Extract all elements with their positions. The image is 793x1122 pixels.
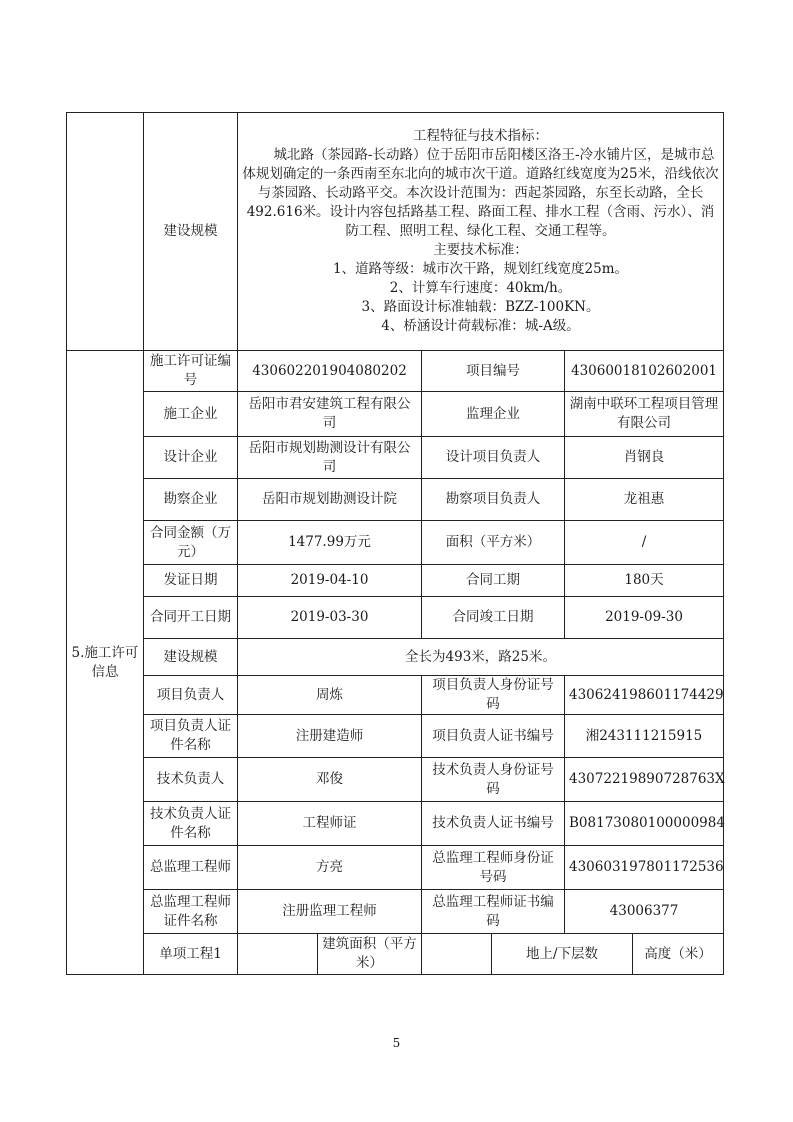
- field-label: 技术负责人证书编号: [422, 802, 565, 846]
- field-value: 2019-04-10: [238, 565, 422, 597]
- table-row: [67, 479, 724, 521]
- table-row: [67, 437, 724, 479]
- field-value: 湖南中联环工程项目管理有限公司: [565, 392, 724, 437]
- field-label: 项目编号: [422, 351, 565, 392]
- table-row: [67, 890, 724, 934]
- field-value: 2019-09-30: [565, 597, 724, 639]
- field-label: 设计项目负责人: [422, 437, 565, 479]
- field-value: /: [565, 521, 724, 565]
- field-value: 龙祖惠: [565, 479, 724, 521]
- table-row: [67, 597, 724, 639]
- scale-description: [238, 113, 724, 351]
- standard-item: 3、路面设计标准轴载：BZZ-100KN。: [361, 299, 600, 315]
- floors-label: 地上/下层数: [492, 934, 633, 975]
- field-label: 项目负责人证书编号: [422, 715, 565, 758]
- field-label: 总监理工程师证件名称: [144, 890, 238, 934]
- field-label: 发证日期: [144, 565, 238, 597]
- scale-heading: 工程特征与技术指标：: [413, 128, 548, 144]
- field-label: 面积（平方米）: [422, 521, 565, 565]
- field-label: 总监理工程师: [144, 846, 238, 890]
- field-value: 岳阳市规划勘测设计有限公司: [238, 437, 422, 479]
- table-row: [67, 758, 724, 802]
- table-row: [67, 715, 724, 758]
- scale-paragraph: 城北路（茶园路-长动路）位于岳阳市岳阳楼区洛王-冷水铺片区，是城市总体规划确定的一条西南至东北向的城市次干道。道路红线宽度为25米，沿线依次与茶园路、长动路平交。本次设计范围为：西起茶园路，东至长动路，全长492.616米。设计内容包括路基工程、路面工程、排水工程（含雨、污水）、消防工程、照明工程、绿化工程、交通工程等。: [242, 147, 719, 239]
- table-row: [67, 351, 724, 392]
- field-label: 总监理工程师身份证号码: [422, 846, 565, 890]
- standards-heading: 主要技术标准：: [433, 242, 528, 258]
- section-label: 5.施工许可信息: [67, 351, 144, 975]
- table-row: [67, 846, 724, 890]
- field-label: 合同工期: [422, 565, 565, 597]
- field-value: 1477.99万元: [238, 521, 422, 565]
- field-label: 设计企业: [144, 437, 238, 479]
- field-value: 肖钢良: [565, 437, 724, 479]
- scale-label: 建设规模: [144, 113, 238, 351]
- field-value: 430603197801172536: [565, 846, 724, 890]
- field-label: 监理企业: [422, 392, 565, 437]
- blank-cell: [306, 934, 318, 975]
- field-value: 430624198601174429: [565, 676, 724, 715]
- field-value: 注册建造师: [238, 715, 422, 758]
- table-row: [67, 392, 724, 437]
- building-area-label: 建筑面积（平方米）: [318, 934, 422, 975]
- table-row: [67, 565, 724, 597]
- field-label: 勘察企业: [144, 479, 238, 521]
- field-value: 周炼: [238, 676, 422, 715]
- field-value: 注册监理工程师: [238, 890, 422, 934]
- construction-scale-row: [67, 113, 724, 351]
- field-label: 项目负责人身份证号码: [422, 676, 565, 715]
- table-row: [67, 639, 724, 676]
- field-label: 项目负责人证件名称: [144, 715, 238, 758]
- field-label: 合同开工日期: [144, 597, 238, 639]
- field-value: 岳阳市君安建筑工程有限公司: [238, 392, 422, 437]
- field-label: 总监理工程师证书编码: [422, 890, 565, 934]
- field-value: 430602201904080202: [238, 351, 422, 392]
- single-project-row: [67, 934, 724, 975]
- field-value: 180天: [565, 565, 724, 597]
- standard-item: 4、桥涵设计荷载标准：城-A级。: [381, 318, 580, 334]
- table-row: [67, 521, 724, 565]
- field-label: 建设规模: [144, 639, 238, 676]
- field-label: 勘察项目负责人: [422, 479, 565, 521]
- field-label: 技术负责人身份证号码: [422, 758, 565, 802]
- field-label: 施工企业: [144, 392, 238, 437]
- single-project-label: 单项工程1: [144, 934, 238, 975]
- field-value: 邓俊: [238, 758, 422, 802]
- permit-table: [66, 112, 724, 975]
- field-label: 技术负责人: [144, 758, 238, 802]
- field-value: 工程师证: [238, 802, 422, 846]
- field-value: 湘243111215915: [565, 715, 724, 758]
- field-label: 施工许可证编号: [144, 351, 238, 392]
- standard-item: 2、计算车行速度：40km/h。: [389, 280, 572, 296]
- field-label: 项目负责人: [144, 676, 238, 715]
- height-label: 高度（米）: [633, 934, 724, 975]
- standard-item: 1、道路等级：城市次干路，规划红线宽度25m。: [332, 261, 629, 277]
- field-label: 技术负责人证件名称: [144, 802, 238, 846]
- field-value: 方亮: [238, 846, 422, 890]
- page-number: 5: [392, 1036, 401, 1050]
- field-value: 43006377: [565, 890, 724, 934]
- field-label: 合同竣工日期: [422, 597, 565, 639]
- table-row: [67, 676, 724, 715]
- blank-cell: [238, 934, 306, 975]
- field-value: 43060018102602001: [565, 351, 724, 392]
- blank-cell: [422, 934, 492, 975]
- field-value: B08173080100000984: [565, 802, 724, 846]
- field-value: 2019-03-30: [238, 597, 422, 639]
- field-value: 43072219890728763X: [565, 758, 724, 802]
- field-value: 岳阳市规划勘测设计院: [238, 479, 422, 521]
- blank-cell: [67, 113, 144, 351]
- field-label: 合同金额（万元）: [144, 521, 238, 565]
- field-value: 全长为493米，路25米。: [238, 639, 724, 676]
- table-row: [67, 802, 724, 846]
